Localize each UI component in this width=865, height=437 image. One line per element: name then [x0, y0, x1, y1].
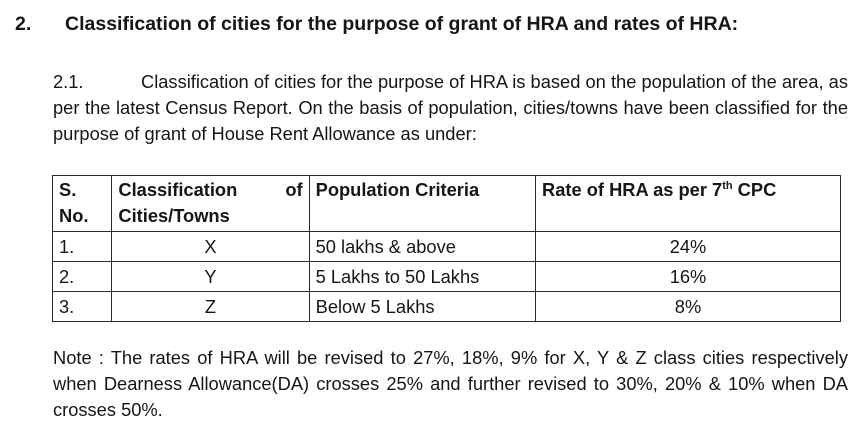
cell-sno: 1.	[53, 232, 112, 262]
header-population: Population Criteria	[309, 176, 535, 232]
table-row	[53, 232, 841, 262]
section-title: Classification of cities for the purpose of grant of HRA and rates of HRA:	[65, 13, 739, 35]
table-row	[53, 292, 841, 322]
cell-population: Below 5 Lakhs	[309, 292, 535, 322]
cell-population: 50 lakhs & above	[309, 232, 535, 262]
table-row	[53, 262, 841, 292]
section-number: 2.	[15, 13, 32, 35]
table-header-row	[53, 176, 841, 232]
paragraph-text: Classification of cities for the purpose of HRA is based on the population of the area, as per the latest Census Report. On the basis of population, cities/towns have been classified for the purpose of grant of House Rent Allowance as under:	[53, 71, 848, 144]
cell-class: Z	[112, 292, 309, 322]
paragraph-number: 2.1.	[53, 71, 84, 92]
header-rate: Rate of HRA as per 7th CPC	[536, 176, 841, 232]
cell-rate: 8%	[536, 292, 841, 322]
cell-class: X	[112, 232, 309, 262]
paragraph-2-1	[53, 69, 848, 147]
cell-rate: 16%	[536, 262, 841, 292]
section-heading	[15, 11, 855, 37]
header-classification: Classification of Cities/Towns	[112, 176, 309, 232]
cell-population: 5 Lakhs to 50 Lakhs	[309, 262, 535, 292]
note-paragraph: Note : The rates of HRA will be revised to 27%, 18%, 9% for X, Y & Z class cities respectively when Dearness Allowance(DA) crosses 25% and further revised to 30%, 20% & 10% when DA crosses 50%.	[53, 347, 848, 420]
cell-sno: 2.	[53, 262, 112, 292]
cell-sno: 3.	[53, 292, 112, 322]
cell-class: Y	[112, 262, 309, 292]
header-sno: S. No.	[53, 176, 112, 232]
hra-classification-table	[52, 175, 841, 322]
cell-rate: 24%	[536, 232, 841, 262]
